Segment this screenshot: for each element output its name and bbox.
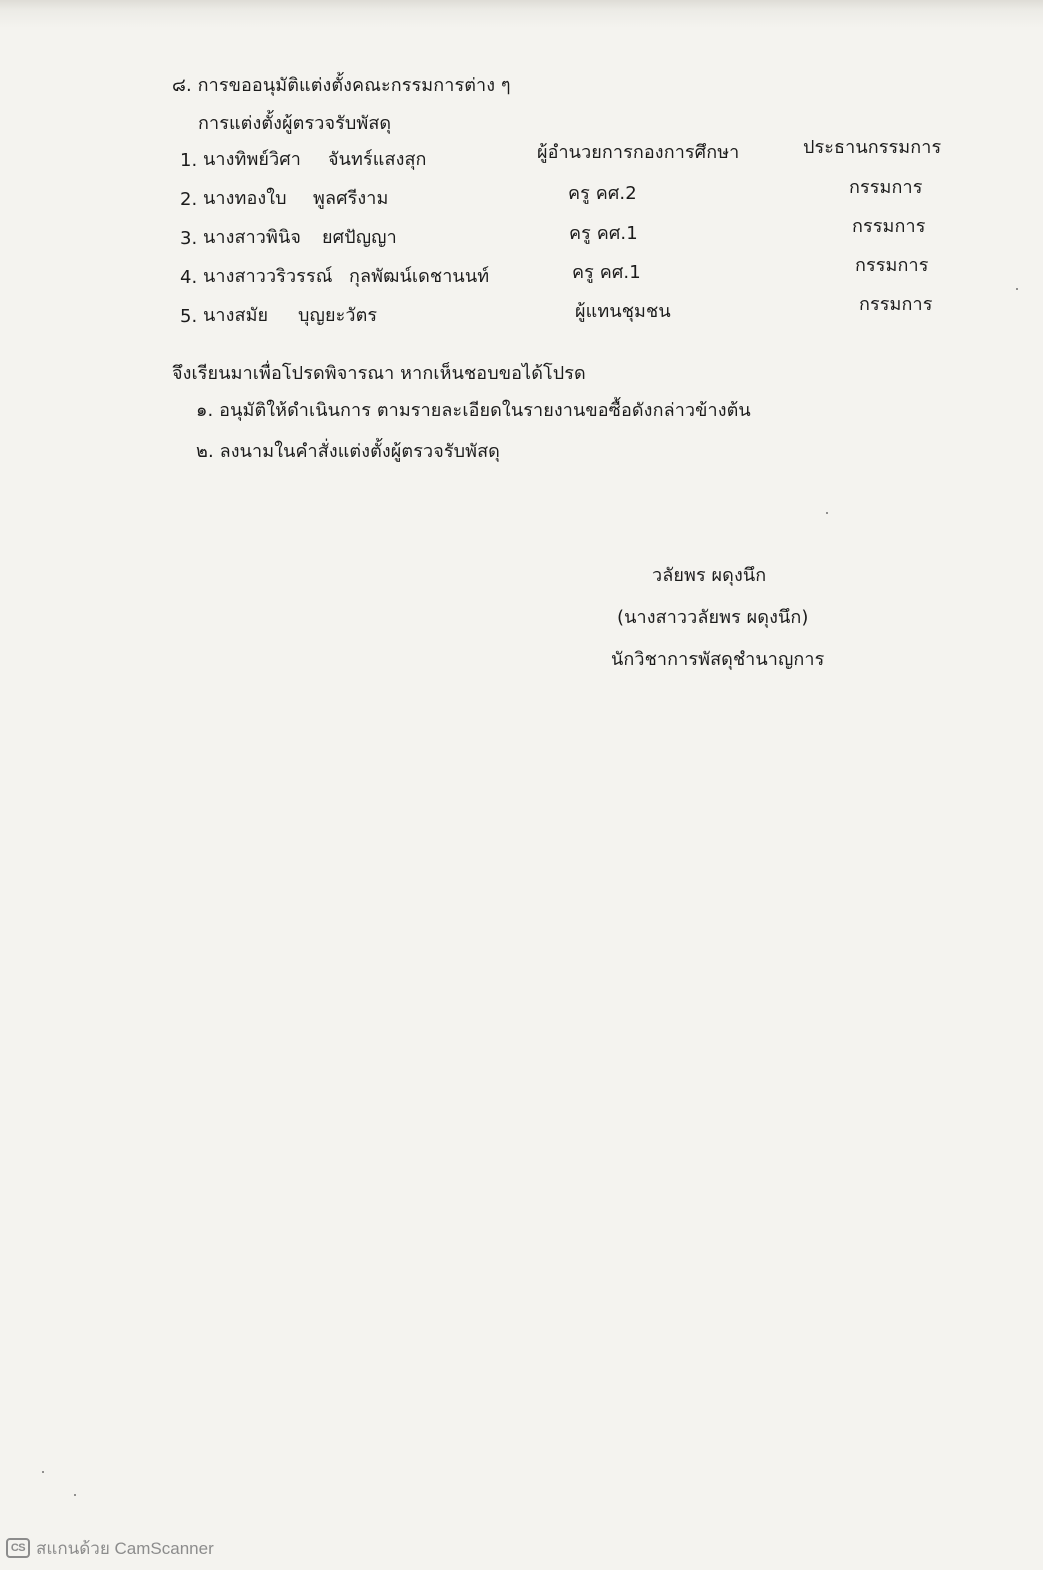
committee-role: กรรมการ (859, 294, 933, 315)
committee-surname: พูลศรีงาม (313, 188, 389, 209)
committee-position: ครู คศ.2 (568, 183, 637, 204)
signer-signed-name: วลัยพร ผดุงนึก (652, 565, 767, 586)
scan-speck (42, 1471, 44, 1473)
committee-position: ผู้อำนวยการกองการศึกษา (537, 142, 740, 163)
committee-position: ผู้แทนชุมชน (575, 301, 671, 322)
committee-name: นางสาววริวรรณ์ (203, 266, 333, 287)
scan-speck (74, 1494, 76, 1496)
request-item: ๒. ลงนามในคำสั่งแต่งตั้งผู้ตรวจรับพัสดุ (196, 441, 500, 462)
committee-surname: จันทร์แสงสุก (328, 149, 427, 170)
committee-no: 5. (180, 306, 198, 327)
committee-surname: กุลพัฒน์เดชานนท์ (349, 266, 490, 287)
request-item: ๑. อนุมัติให้ดำเนินการ ตามรายละเอียดในรายงานขอซื้อดังกล่าวข้างต้น (196, 400, 751, 421)
committee-name: นางทิพย์วิศา (203, 149, 302, 170)
committee-role: กรรมการ (855, 255, 929, 276)
committee-name: นางสาวพินิจ (203, 227, 302, 248)
section-subheading: การแต่งตั้งผู้ตรวจรับพัสดุ (198, 113, 392, 134)
camscanner-text: สแกนด้วย CamScanner (36, 1538, 214, 1558)
signer-title: นักวิชาการพัสดุชำนาญการ (611, 649, 825, 670)
request-intro: จึงเรียนมาเพื่อโปรดพิจารณา หากเห็นชอบขอได้โปรด (172, 363, 586, 384)
scan-speck (826, 512, 828, 514)
committee-position: ครู คศ.1 (572, 262, 641, 283)
section-heading: ๘. การขออนุมัติแต่งตั้งคณะกรรมการต่าง ๆ (172, 75, 511, 96)
camscanner-watermark (6, 1536, 214, 1560)
committee-role: ประธานกรรมการ (803, 137, 942, 158)
committee-surname: ยศปัญญา (322, 227, 397, 248)
committee-no: 4. (180, 267, 198, 288)
committee-role: กรรมการ (849, 177, 923, 198)
committee-no: 3. (180, 228, 198, 249)
committee-no: 2. (180, 189, 198, 210)
committee-surname: บุญยะวัตร (298, 305, 378, 326)
committee-role: กรรมการ (852, 216, 926, 237)
committee-position: ครู คศ.1 (569, 223, 638, 244)
committee-name: นางทองใบ (203, 188, 287, 209)
camscanner-logo: CS (6, 1538, 30, 1558)
committee-name: นางสมัย (203, 305, 269, 326)
committee-no: 1. (180, 150, 198, 171)
signer-full-name: (นางสาววลัยพร ผดุงนึก) (617, 607, 809, 628)
scan-speck (1016, 288, 1018, 290)
